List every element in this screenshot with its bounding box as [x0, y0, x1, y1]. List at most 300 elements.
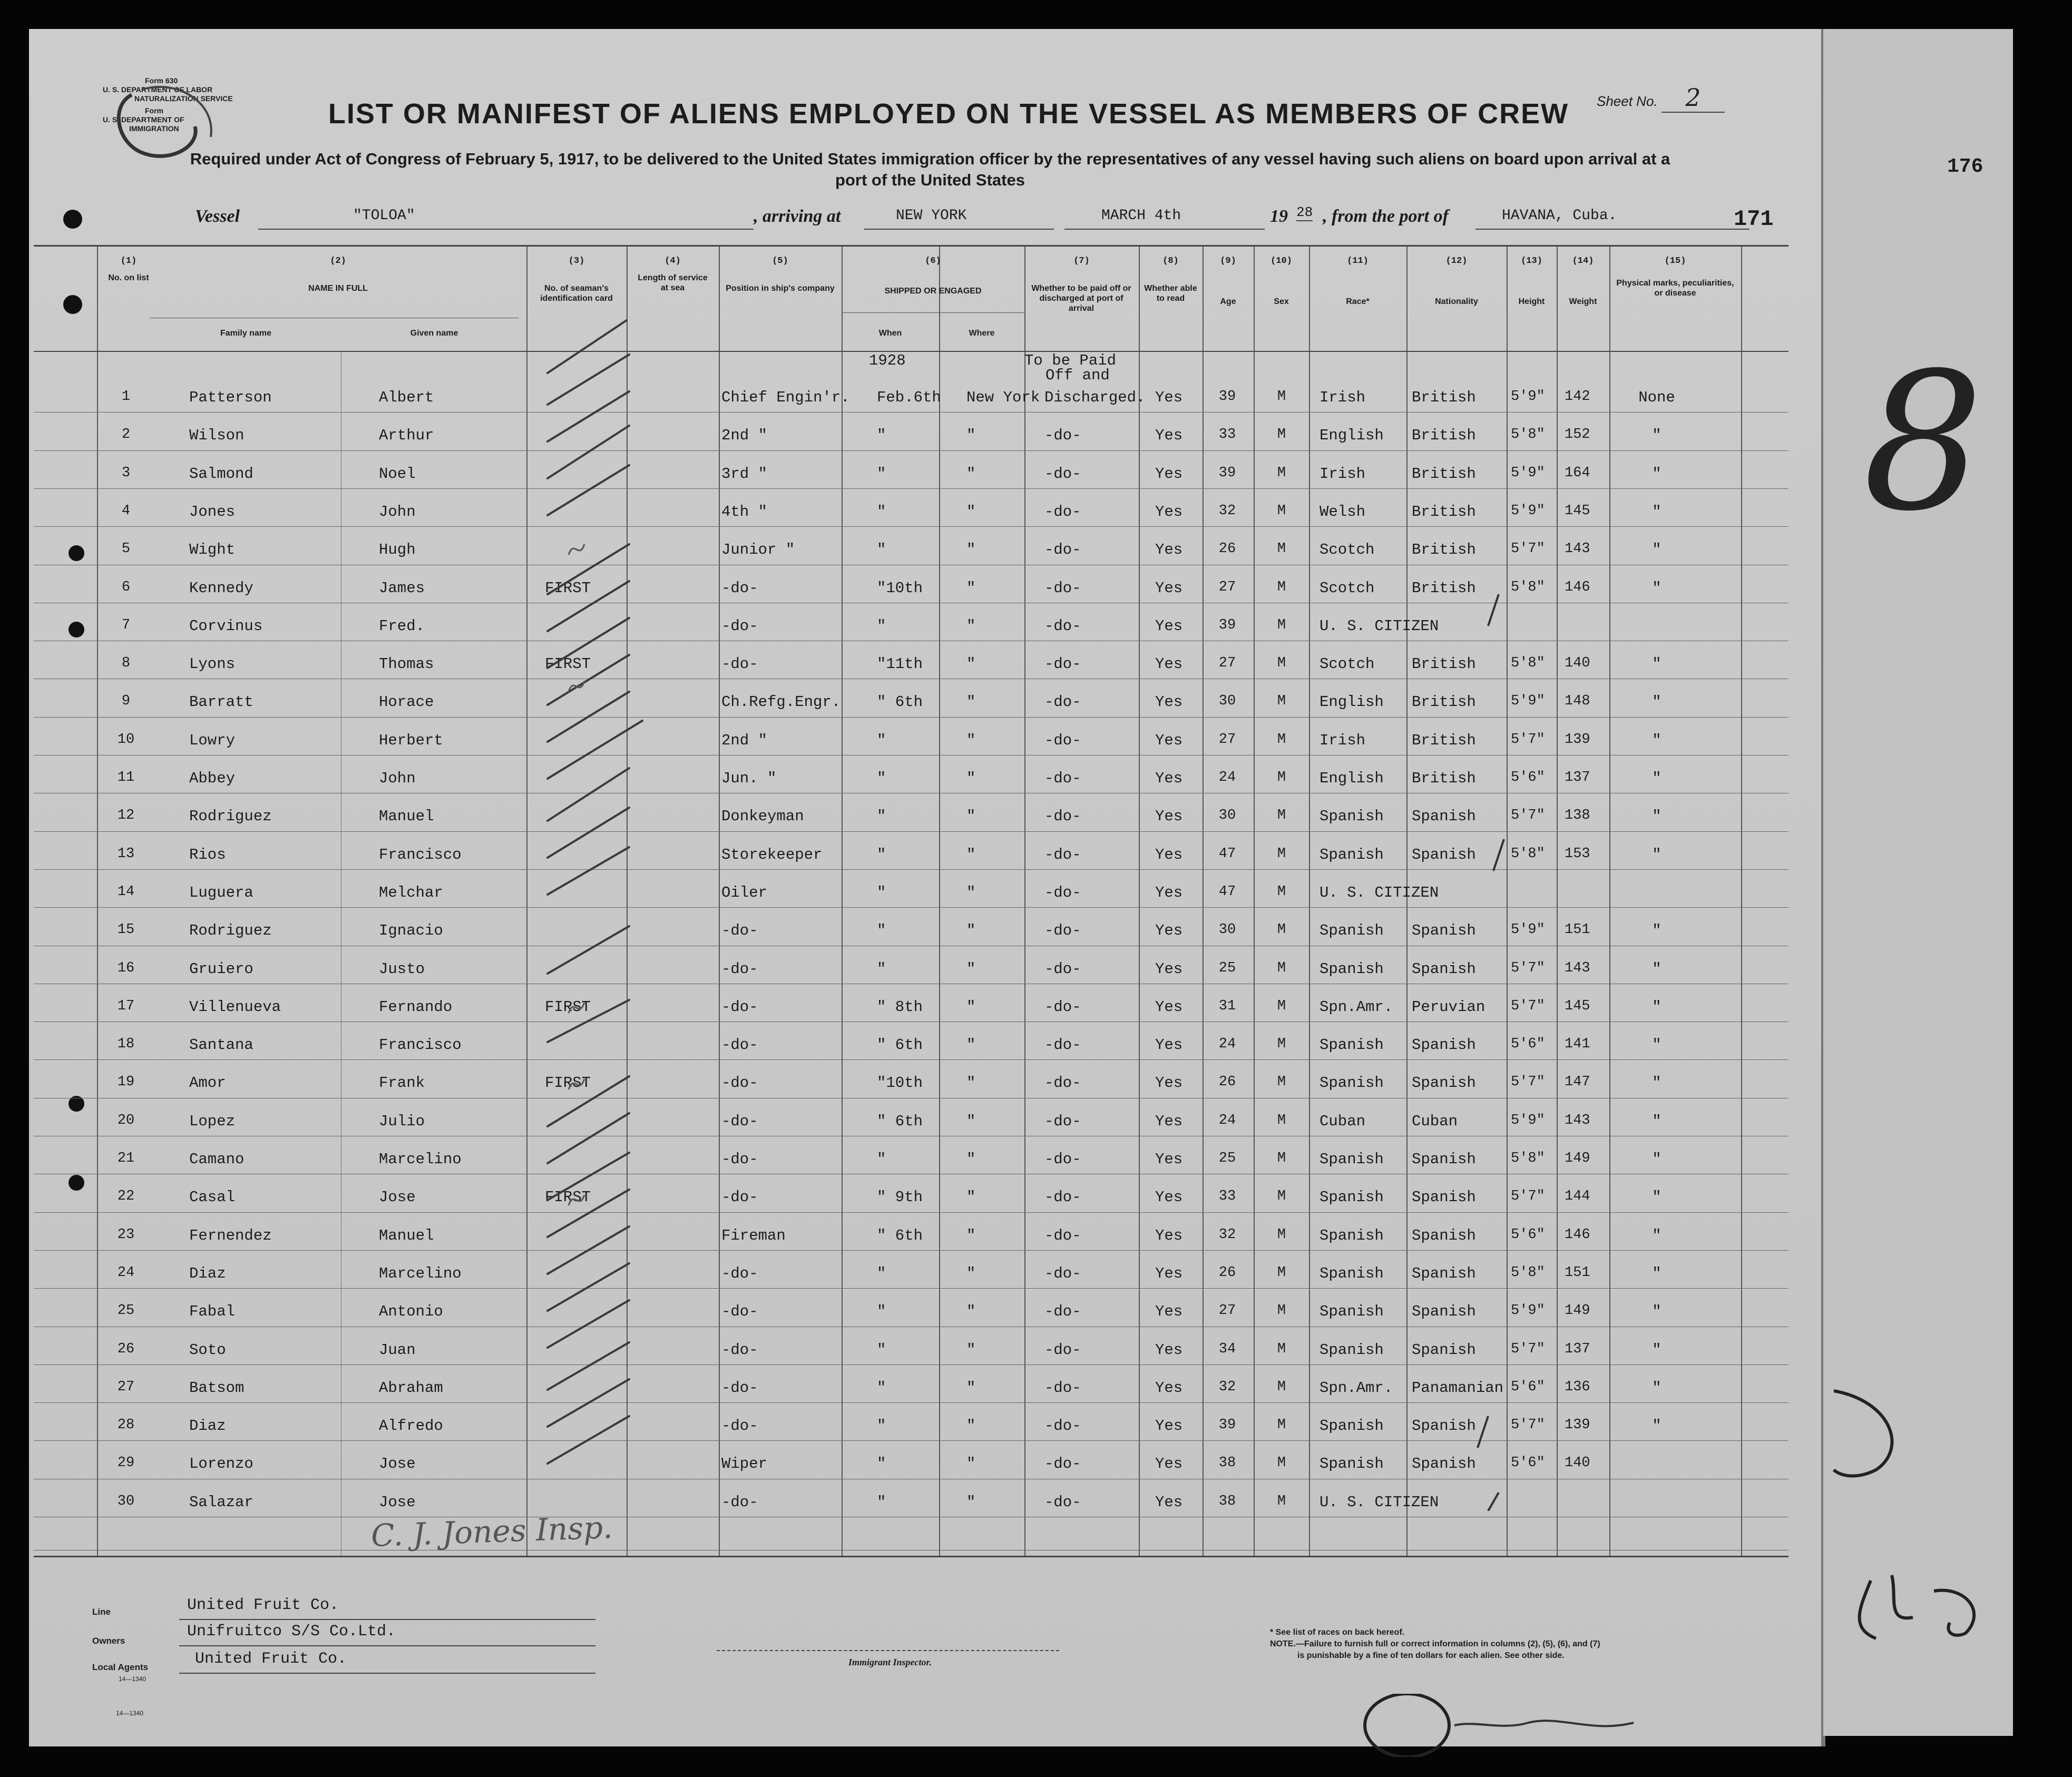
- cell-paid-off: -do-: [1044, 541, 1081, 559]
- cell-family-name: Wight: [189, 541, 236, 559]
- line-label: Line: [92, 1607, 111, 1617]
- cell-paid-off: -do-: [1044, 922, 1081, 940]
- cell-paid-off: -do-: [1044, 1074, 1081, 1092]
- cell-row-number: 2: [121, 427, 131, 443]
- cell-row-number: 8: [121, 655, 131, 672]
- cell-row-number: 3: [121, 465, 131, 481]
- cell-height: 5'8": [1511, 1151, 1545, 1166]
- cell-sex: M: [1277, 1379, 1286, 1395]
- cell-position: -do-: [721, 1303, 758, 1321]
- cell-weight: 149: [1565, 1151, 1590, 1166]
- cell-sex: M: [1277, 1341, 1286, 1357]
- cell-shipped-where: ": [966, 655, 976, 673]
- col-line: [97, 247, 98, 1556]
- punch-hole: [63, 210, 82, 229]
- cell-age: 25: [1218, 960, 1236, 976]
- cell-paid-off: -do-: [1044, 731, 1081, 749]
- cell-position: 2nd ": [721, 731, 768, 749]
- cell-nationality: British: [1412, 731, 1476, 749]
- cell-race: Spanish: [1320, 846, 1384, 863]
- form-code-bottom: 14—1340: [116, 1710, 144, 1717]
- sheet-no-label: Sheet No.: [1597, 93, 1658, 109]
- cell-age: 32: [1218, 1379, 1236, 1395]
- cell-shipped-when: Feb.6th: [877, 389, 941, 406]
- cell-sex: M: [1277, 998, 1286, 1014]
- cell-weight: 140: [1565, 1455, 1590, 1471]
- cell-race: U. S. CITIZEN: [1320, 883, 1439, 901]
- form-header-line: U. S. DEPARTMENT OF: [103, 115, 184, 124]
- cell-sex: M: [1277, 1151, 1286, 1166]
- cell-sex: M: [1277, 1455, 1286, 1471]
- header-able-read: Whether able to read: [1144, 284, 1197, 303]
- cell-position: -do-: [721, 579, 758, 597]
- header-sex: Sex: [1274, 297, 1289, 306]
- cell-able-to-read: Yes: [1155, 1189, 1183, 1206]
- cell-height: 5'7": [1511, 731, 1545, 748]
- cell-shipped-when: " 9th: [877, 1189, 923, 1206]
- form-header-line: Form: [145, 106, 163, 115]
- cell-race: Spanish: [1320, 1341, 1384, 1359]
- cell-height: 5'7": [1511, 1074, 1545, 1091]
- cell-physical-marks: ": [1652, 693, 1661, 711]
- cell-race: Irish: [1320, 731, 1366, 749]
- cell-physical-marks: ": [1652, 1036, 1661, 1054]
- cell-family-name: Patterson: [189, 389, 272, 406]
- cell-shipped-where: ": [966, 617, 976, 635]
- row-line: [34, 1288, 1788, 1289]
- row-line: [34, 717, 1788, 718]
- cell-race: Spn.Amr.: [1320, 998, 1393, 1016]
- cell-paid-off: -do-: [1044, 617, 1081, 635]
- header-length-service: Length of service at sea: [638, 273, 708, 292]
- cell-paid-off: -do-: [1044, 1341, 1081, 1359]
- cell-given-name: Hugh: [379, 541, 416, 559]
- cell-age: 32: [1218, 1226, 1236, 1243]
- col-num-3: (3): [568, 256, 585, 266]
- cell-sex: M: [1277, 1112, 1286, 1128]
- cell-race: Spanish: [1320, 922, 1384, 940]
- form-header-line: IMMIGRATION: [129, 124, 179, 133]
- cell-position: Storekeeper: [721, 846, 823, 863]
- cell-shipped-where: New York: [966, 389, 1040, 406]
- cell-position: Jun. ": [721, 770, 777, 787]
- cell-family-name: Lowry: [189, 731, 236, 749]
- col-line: [1741, 247, 1742, 1556]
- cell-height: 5'9": [1511, 465, 1545, 481]
- document-subtitle: [100, 149, 1760, 191]
- cell-race: Scotch: [1320, 541, 1375, 559]
- row-line: [34, 412, 1788, 413]
- cell-physical-marks: ": [1652, 1379, 1661, 1397]
- cell-physical-marks: ": [1652, 846, 1661, 863]
- cell-age: 34: [1218, 1341, 1236, 1357]
- cell-physical-marks: ": [1652, 1417, 1661, 1435]
- cell-physical-marks: ": [1652, 1189, 1661, 1206]
- cell-shipped-when: ": [877, 541, 886, 559]
- cell-weight: 145: [1565, 503, 1590, 519]
- cell-row-number: 25: [117, 1303, 135, 1319]
- cell-height: 5'6": [1511, 1455, 1545, 1471]
- cell-physical-marks: ": [1652, 922, 1661, 940]
- cell-height: 5'9": [1511, 922, 1545, 938]
- cell-given-name: Alfredo: [379, 1417, 443, 1435]
- cell-nationality: Spanish: [1412, 1036, 1476, 1054]
- cell-row-number: 20: [117, 1112, 135, 1128]
- cell-given-name: Arthur: [379, 427, 434, 445]
- cell-sex: M: [1277, 389, 1286, 405]
- cell-height: 5'7": [1511, 1341, 1545, 1357]
- cell-age: 27: [1218, 579, 1236, 595]
- cell-shipped-when: ": [877, 503, 886, 521]
- pencil-checkmarks: [526, 315, 648, 1548]
- subtitle-line-1: Required under Act of Congress of February 5, 1917, to be delivered to the United States immigration officer by the representatives of any vessel having such aliens on board upon arrival at a: [190, 150, 1670, 168]
- inspector-line: [717, 1650, 1059, 1651]
- cell-paid-off: -do-: [1044, 883, 1081, 901]
- cell-shipped-where: ": [966, 1493, 976, 1511]
- citizen-slashes: [1457, 563, 1520, 1511]
- cell-row-number: 10: [117, 731, 135, 748]
- cell-shipped-when: "10th: [877, 1074, 923, 1092]
- form-header-line: NATURALIZATION SERVICE: [134, 94, 233, 103]
- cell-shipped-when: ": [877, 1341, 886, 1359]
- cell-sex: M: [1277, 579, 1286, 595]
- cell-race: Spanish: [1320, 1189, 1384, 1206]
- col-num-14: (14): [1572, 256, 1594, 266]
- col-line: [1024, 247, 1025, 1556]
- cell-weight: 142: [1565, 389, 1590, 405]
- cell-age: 33: [1218, 427, 1236, 443]
- cell-able-to-read: Yes: [1155, 998, 1183, 1016]
- cell-given-name: Abraham: [379, 1379, 443, 1397]
- right-margin-scribbles: [1829, 1386, 2008, 1728]
- cell-family-name: Casal: [189, 1189, 236, 1206]
- header-name-in-full: NAME IN FULL: [308, 284, 368, 293]
- cell-position: -do-: [721, 1036, 758, 1054]
- cell-shipped-when: ": [877, 846, 886, 863]
- cell-able-to-read: Yes: [1155, 1493, 1183, 1511]
- cell-sex: M: [1277, 1036, 1286, 1053]
- cell-row-number: 19: [117, 1074, 135, 1091]
- cell-paid-off: -do-: [1044, 846, 1081, 863]
- cell-paid-off: -do-: [1044, 1417, 1081, 1435]
- cell-row-number: 5: [121, 541, 131, 557]
- header-bottom: [34, 351, 1788, 352]
- cell-able-to-read: Yes: [1155, 579, 1183, 597]
- cell-family-name: Rodriguez: [189, 808, 272, 826]
- cell-shipped-where: ": [966, 731, 976, 749]
- cell-weight: 151: [1565, 922, 1590, 938]
- header-age: Age: [1220, 297, 1236, 306]
- cell-given-name: Herbert: [379, 731, 443, 749]
- cell-physical-marks: ": [1652, 579, 1661, 597]
- cell-height: 5'7": [1511, 1417, 1545, 1434]
- cell-height: 5'7": [1511, 998, 1545, 1014]
- col-num-4: (4): [664, 256, 681, 266]
- cell-height: 5'8": [1511, 846, 1545, 862]
- cell-shipped-where: ": [966, 427, 976, 445]
- cell-shipped-when: ": [877, 922, 886, 940]
- cell-position: -do-: [721, 1341, 758, 1359]
- row-line: [34, 1250, 1788, 1251]
- cell-paid-off: -do-: [1044, 427, 1081, 445]
- cell-shipped-when: ": [877, 1493, 886, 1511]
- cell-able-to-read: Yes: [1155, 503, 1183, 521]
- sheet-no-value: 2: [1661, 83, 1725, 113]
- row-line: [34, 488, 1788, 489]
- cell-row-number: 30: [117, 1493, 135, 1509]
- cell-able-to-read: Yes: [1155, 1226, 1183, 1244]
- cell-weight: 140: [1565, 655, 1590, 672]
- cell-race: Irish: [1320, 389, 1366, 406]
- cell-paid-off: -do-: [1044, 960, 1081, 978]
- cell-weight: 148: [1565, 693, 1590, 710]
- cell-physical-marks: ": [1652, 655, 1661, 673]
- cell-weight: 152: [1565, 427, 1590, 443]
- cell-physical-marks: ": [1652, 808, 1661, 826]
- cell-family-name: Rios: [189, 846, 226, 863]
- col-line: [1557, 247, 1558, 1556]
- cell-weight: 139: [1565, 731, 1590, 748]
- header-given-name: Given name: [410, 329, 458, 338]
- cell-race: English: [1320, 770, 1384, 787]
- cell-height: 5'8": [1511, 1264, 1545, 1281]
- cell-sex: M: [1277, 846, 1286, 862]
- crew-table: [34, 245, 1788, 1557]
- cell-sex: M: [1277, 617, 1286, 633]
- cell-physical-marks: ": [1652, 1226, 1661, 1244]
- cell-nationality: Cuban: [1412, 1112, 1458, 1130]
- page-number: 171: [1734, 207, 1774, 232]
- cell-paid-off: -do-: [1044, 998, 1081, 1016]
- cell-nationality: Spanish: [1412, 808, 1476, 826]
- cell-given-name: Fernando: [379, 998, 453, 1016]
- cell-family-name: Soto: [189, 1341, 226, 1359]
- cell-weight: 143: [1565, 541, 1590, 557]
- cell-seaman-card: FIRST: [545, 998, 591, 1016]
- cell-able-to-read: Yes: [1155, 1036, 1183, 1054]
- cell-weight: 147: [1565, 1074, 1590, 1091]
- cell-age: 24: [1218, 1036, 1236, 1053]
- cell-family-name: Villenueva: [189, 998, 281, 1016]
- inspector-label: Immigrant Inspector.: [848, 1657, 932, 1667]
- cell-race: Spanish: [1320, 808, 1384, 826]
- cell-sex: M: [1277, 655, 1286, 672]
- cell-family-name: Camano: [189, 1151, 245, 1168]
- cell-physical-marks: ": [1652, 427, 1661, 445]
- cell-shipped-when: ": [877, 808, 886, 826]
- cell-shipped-when: ": [877, 1151, 886, 1168]
- cell-paid-off: -do-: [1044, 1189, 1081, 1206]
- cell-nationality: British: [1412, 389, 1476, 406]
- cell-physical-marks: ": [1652, 998, 1661, 1016]
- cell-weight: 143: [1565, 1112, 1590, 1128]
- cell-height: 5'9": [1511, 503, 1545, 519]
- cell-shipped-where: ": [966, 1226, 976, 1244]
- cell-position: Ch.Refg.Engr.: [721, 693, 841, 711]
- cell-paid-off: -do-: [1044, 808, 1081, 826]
- cell-nationality: British: [1412, 427, 1476, 445]
- cell-race: Welsh: [1320, 503, 1366, 521]
- cell-able-to-read: Yes: [1155, 1455, 1183, 1473]
- cell-row-number: 21: [117, 1151, 135, 1166]
- cell-shipped-when: ": [877, 960, 886, 978]
- cell-given-name: Marcelino: [379, 1151, 462, 1168]
- cell-family-name: Lorenzo: [189, 1455, 253, 1473]
- cell-sex: M: [1277, 541, 1286, 557]
- cell-paid-off: -do-: [1044, 693, 1081, 711]
- cell-nationality: Spanish: [1412, 1417, 1476, 1435]
- cell-nationality: Spanish: [1412, 1226, 1476, 1244]
- from-port-label: , from the port of: [1323, 207, 1449, 226]
- cell-physical-marks: ": [1652, 1264, 1661, 1282]
- cell-able-to-read: Yes: [1155, 1417, 1183, 1435]
- cell-nationality: British: [1412, 541, 1476, 559]
- cell-able-to-read: Yes: [1155, 389, 1183, 406]
- cell-shipped-where: ": [966, 1341, 976, 1359]
- cell-paid-off: -do-: [1044, 1036, 1081, 1054]
- cell-physical-marks: ": [1652, 1341, 1661, 1359]
- cell-paid-off: -do-: [1044, 1303, 1081, 1321]
- cell-height: 5'8": [1511, 427, 1545, 443]
- cell-able-to-read: Yes: [1155, 1303, 1183, 1321]
- cell-shipped-where: ": [966, 998, 976, 1016]
- cell-able-to-read: Yes: [1155, 465, 1183, 483]
- cell-height: 5'9": [1511, 389, 1545, 405]
- arriving-label: , arriving at: [754, 207, 841, 226]
- col-num-8: (8): [1162, 256, 1179, 266]
- cell-race: Scotch: [1320, 579, 1375, 597]
- vessel-label: Vessel: [195, 207, 240, 226]
- col-line: [842, 247, 843, 1556]
- cell-sex: M: [1277, 693, 1286, 710]
- cell-sex: M: [1277, 1303, 1286, 1319]
- cell-nationality: Spanish: [1412, 1151, 1476, 1168]
- cell-row-number: 9: [121, 693, 131, 710]
- cell-shipped-when: ": [877, 1455, 886, 1473]
- cell-weight: 144: [1565, 1189, 1590, 1205]
- cell-able-to-read: Yes: [1155, 655, 1183, 673]
- cell-shipped-where: ": [966, 1417, 976, 1435]
- cell-physical-marks: ": [1652, 1112, 1661, 1130]
- cell-paid-off: Discharged.: [1044, 389, 1146, 406]
- col-num-11: (11): [1347, 256, 1369, 266]
- cell-nationality: Spanish: [1412, 1189, 1476, 1206]
- cell-given-name: James: [379, 579, 425, 597]
- cell-row-number: 23: [117, 1226, 135, 1243]
- cell-age: 39: [1218, 617, 1236, 633]
- form-code: 14—1340: [119, 1675, 146, 1683]
- cell-age: 30: [1218, 808, 1236, 824]
- cell-position: -do-: [721, 1493, 758, 1511]
- cell-row-number: 27: [117, 1379, 135, 1395]
- header-when: When: [878, 329, 902, 338]
- cell-row-number: 4: [121, 503, 131, 519]
- cell-position: -do-: [721, 617, 758, 635]
- cell-paid-off: -do-: [1044, 1493, 1081, 1511]
- header-where: Where: [969, 329, 995, 338]
- cell-shipped-when: ": [877, 1264, 886, 1282]
- cell-shipped-where: ": [966, 1036, 976, 1054]
- cell-age: 26: [1218, 541, 1236, 557]
- cell-given-name: Manuel: [379, 1226, 434, 1244]
- header-family-name: Family name: [220, 329, 271, 338]
- cell-height: 5'9": [1511, 1112, 1545, 1128]
- cell-nationality: Spanish: [1412, 1303, 1476, 1321]
- cell-position: Wiper: [721, 1455, 768, 1473]
- cell-race: Spanish: [1320, 1264, 1384, 1282]
- footnote-note: NOTE.—Failure to furnish full or correct information in columns (2), (5), (6), and (7): [1270, 1639, 1600, 1648]
- cell-shipped-where: ": [966, 1074, 976, 1092]
- cell-age: 39: [1218, 465, 1236, 481]
- cell-height: 5'6": [1511, 770, 1545, 786]
- cell-paid-off: -do-: [1044, 465, 1081, 483]
- cell-given-name: Fred.: [379, 617, 425, 635]
- cell-paid-off: -do-: [1044, 655, 1081, 673]
- cell-race: U. S. CITIZEN: [1320, 1493, 1439, 1511]
- cell-shipped-when: ": [877, 1379, 886, 1397]
- bottom-stamp: [1254, 1694, 1728, 1757]
- cell-shipped-when: "10th: [877, 579, 923, 597]
- footnote-fine: is punishable by a fine of ten dollars for each alien. See other side.: [1297, 1651, 1565, 1660]
- cell-position: -do-: [721, 1112, 758, 1130]
- arrival-date: MARCH 4th: [1101, 208, 1181, 224]
- cell-position: -do-: [721, 922, 758, 940]
- cell-physical-marks: None: [1638, 389, 1675, 406]
- arriving-at: NEW YORK: [896, 208, 967, 224]
- cell-able-to-read: Yes: [1155, 1074, 1183, 1092]
- cell-race: English: [1320, 427, 1384, 445]
- line-value: United Fruit Co.: [187, 1596, 339, 1614]
- col-num-7: (7): [1073, 256, 1090, 266]
- cell-weight: 153: [1565, 846, 1590, 862]
- form-header-line: U. S. DEPARTMENT OF LABOR: [103, 85, 213, 94]
- subtitle-line-2: port of the United States: [835, 171, 1025, 189]
- col-line: [1139, 247, 1140, 1556]
- cell-nationality: Spanish: [1412, 960, 1476, 978]
- cell-family-name: Batsom: [189, 1379, 245, 1397]
- cell-given-name: Melchar: [379, 883, 443, 901]
- cell-age: 33: [1218, 1189, 1236, 1205]
- cell-physical-marks: ": [1652, 770, 1661, 787]
- cell-physical-marks: ": [1652, 731, 1661, 749]
- cell-race: U. S. CITIZEN: [1320, 617, 1439, 635]
- row-line: [34, 450, 1788, 451]
- cell-able-to-read: Yes: [1155, 617, 1183, 635]
- cell-age: 24: [1218, 1112, 1236, 1128]
- cell-row-number: 7: [121, 617, 131, 633]
- cell-able-to-read: Yes: [1155, 731, 1183, 749]
- cell-weight: 137: [1565, 1341, 1590, 1357]
- cell-position: -do-: [721, 960, 758, 978]
- cell-given-name: Jose: [379, 1189, 416, 1206]
- cell-shipped-where: ": [966, 1303, 976, 1321]
- cell-position: 3rd ": [721, 465, 768, 483]
- cell-sex: M: [1277, 1226, 1286, 1243]
- cell-family-name: Corvinus: [189, 617, 263, 635]
- cell-weight: 139: [1565, 1417, 1590, 1434]
- cell-shipped-when: "11th: [877, 655, 923, 673]
- cell-race: Spanish: [1320, 1036, 1384, 1054]
- cell-age: 27: [1218, 1303, 1236, 1319]
- col-num-13: (13): [1521, 256, 1542, 266]
- cell-age: 25: [1218, 1151, 1236, 1166]
- cell-family-name: Salazar: [189, 1493, 253, 1511]
- cell-weight: 145: [1565, 998, 1590, 1014]
- header-nationality: Nationality: [1435, 297, 1478, 306]
- header-shipped-engaged: SHIPPED OR ENGAGED: [884, 287, 982, 296]
- cell-nationality: British: [1412, 579, 1476, 597]
- footnote-races: * See list of races on back hereof.: [1270, 1628, 1405, 1637]
